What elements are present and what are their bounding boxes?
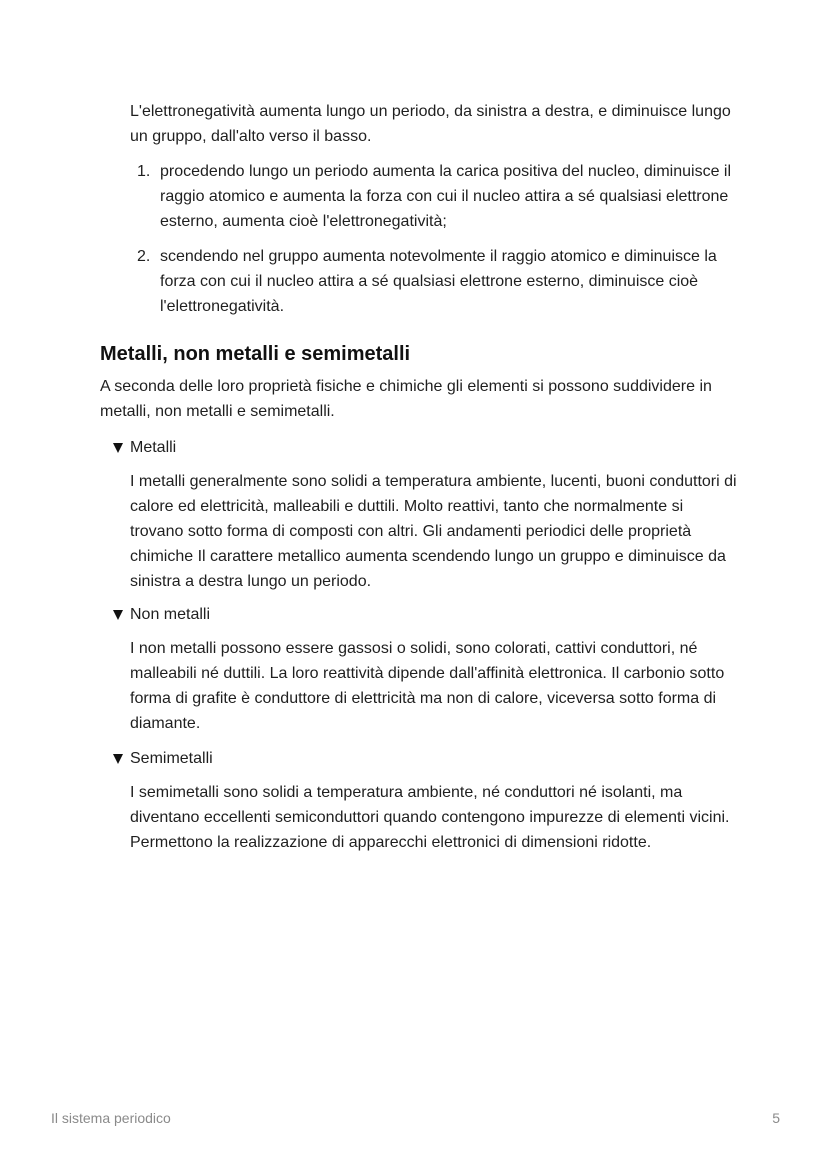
toggle-label[interactable]: Semimetalli — [130, 750, 213, 767]
toggle-content: I metalli generalmente sono solidi a temperatura ambiente, lucenti, buoni conduttori di calore ed elettricità, malleabili e duttili. Molto reattivi, tanto che normalmente si trovano sotto forma di composti con altri. Gli andamenti periodici delle proprietà chimiche Il carattere metallico aumenta scendendo lungo un gruppo e diminuisce da sinistra a destra lungo un periodo. — [130, 473, 737, 590]
toggle-non-metalli — [110, 602, 740, 736]
list-item-text: scendendo nel gruppo aumenta notevolmente il raggio atomico e diminuisce la forza con cui il nucleo attira a sé qualsiasi elettrone esterno, diminuisce cioè l'elettronegatività. — [160, 248, 717, 315]
page-number: 5 — [772, 1110, 780, 1126]
triangle-down-icon[interactable] — [113, 443, 123, 453]
list-number: 2. — [137, 248, 151, 265]
triangle-down-icon[interactable] — [113, 754, 123, 764]
footer-title: Il sistema periodico — [51, 1110, 171, 1126]
toggle-content: I non metalli possono essere gassosi o solidi, sono colorati, cattivi conduttori, né malleabili né duttili. La loro reattività dipende dall'affinità elettronica. Il carbonio sotto forma di grafite è conduttore di elettricità ma non di calore, viceversa sotto forma di diamante. — [130, 640, 725, 732]
section-heading: Metalli, non metalli e semimetalli — [100, 343, 411, 365]
toggle-label[interactable]: Non metalli — [130, 606, 211, 623]
toggle-label[interactable]: Metalli — [130, 439, 177, 456]
list-number: 1. — [137, 163, 151, 180]
toggle-content: I semimetalli sono solidi a temperatura ambiente, né conduttori né isolanti, ma diventano eccellenti semiconduttori quando contengono impurezze di elementi vicini. Permettono la realizzazione di apparecchi elettronici di dimensioni ridotte. — [130, 784, 730, 851]
toggle-semimetalli — [110, 746, 740, 855]
list-item — [130, 244, 740, 319]
intro-paragraph: L'elettronegatività aumenta lungo un periodo, da sinistra a destra, e diminuisce lungo un gruppo, dall'alto verso il basso. — [130, 103, 731, 145]
toggle-header-semimetalli[interactable] — [110, 746, 740, 771]
toggle-header-non-metalli[interactable] — [110, 602, 740, 627]
section-intro-paragraph: A seconda delle loro proprietà fisiche e chimiche gli elementi si possono suddividere in metalli, non metalli e semimetalli. — [100, 378, 712, 420]
triangle-down-icon[interactable] — [113, 610, 123, 620]
toggle-metalli — [110, 435, 740, 594]
list-item — [130, 159, 740, 234]
list-item-text: procedendo lungo un periodo aumenta la carica positiva del nucleo, diminuisce il raggio atomico e aumenta la forza con cui il nucleo attira a sé qualsiasi elettrone esterno, aumenta cioè l'elettronegatività; — [160, 163, 732, 230]
electronegativity-list — [130, 159, 740, 329]
toggle-header-metalli[interactable] — [110, 435, 740, 460]
